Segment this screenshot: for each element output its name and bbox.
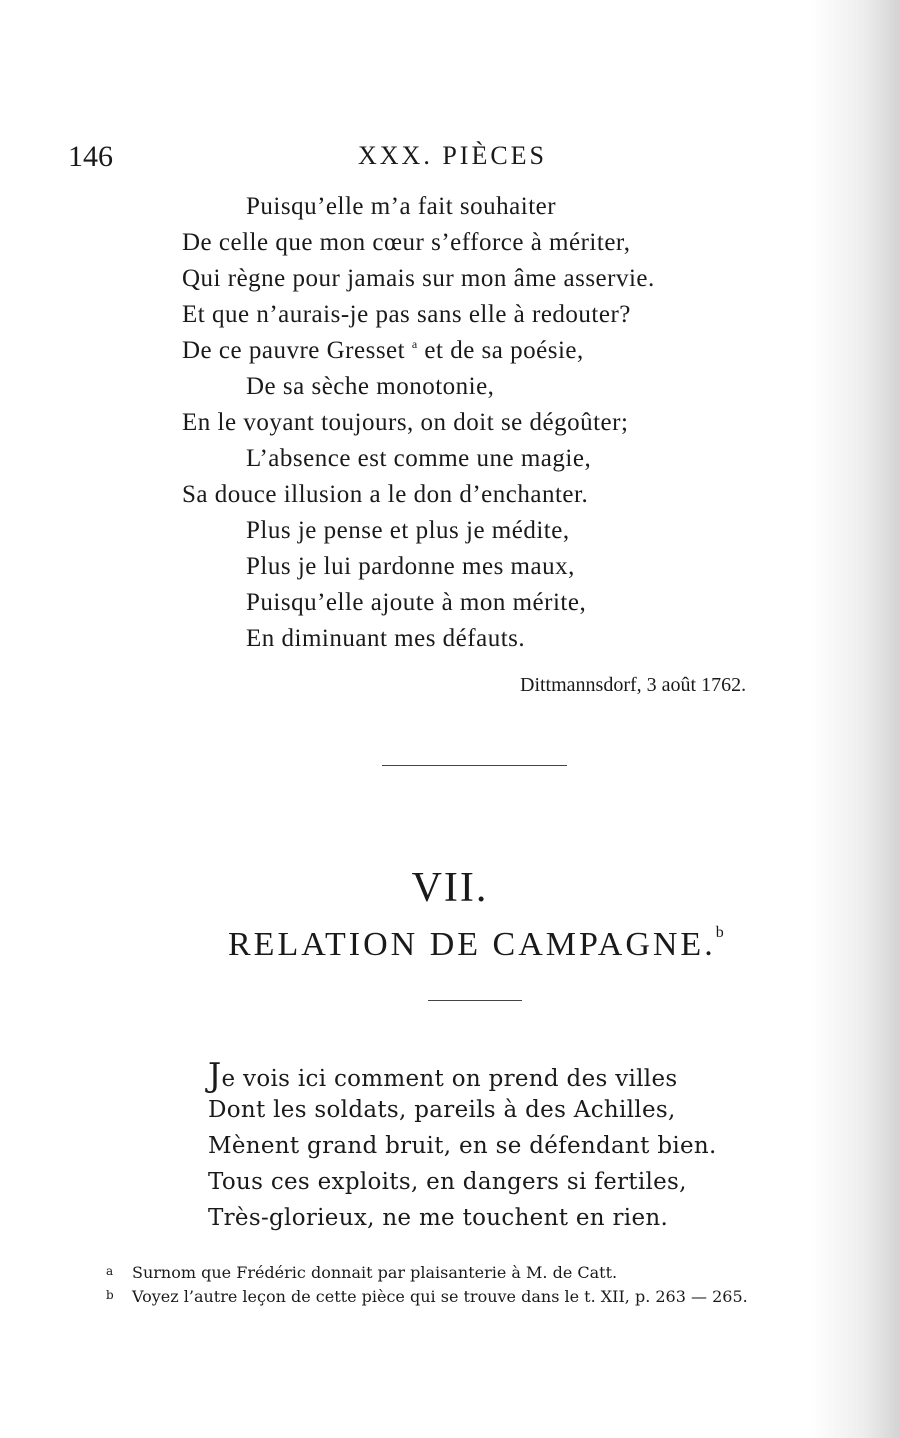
verse-line: Tous ces exploits, en dangers si fertiles, (208, 1169, 687, 1195)
footnote-mark: b (106, 1288, 114, 1302)
verse-line-gresset (182, 337, 584, 365)
verse-line: Puisqu’elle ajoute à mon mérite, (246, 589, 587, 616)
section-number: VII. (411, 865, 489, 911)
footnote-ref-b: b (715, 924, 724, 941)
verse-line: Plus je lui pardonne mes maux, (246, 553, 575, 580)
verse-text: e vois ici comment on prend des villes (221, 1066, 678, 1092)
section-title-text: RELATION DE CAMPAGNE. (228, 926, 716, 963)
title-divider (428, 1000, 522, 1001)
verse-line: Sa douce illusion a le don d’enchanter. (182, 481, 589, 508)
verse-text: et de sa poésie, (417, 337, 584, 364)
drop-cap: J (208, 1055, 222, 1094)
verse-line-first (208, 1055, 678, 1094)
footnote-text: Voyez l’autre leçon de cette pièce qui se trouve dans le t. XII, p. 263 — 265. (132, 1287, 748, 1306)
signature-place-date: Dittmannsdorf, 3 août 1762. (520, 674, 747, 696)
verse-line: Mènent grand bruit, en se défendant bien. (208, 1133, 717, 1159)
page-number: 146 (68, 140, 113, 173)
verse-line: Dont les soldats, pareils à des Achilles, (208, 1097, 676, 1123)
verse-line: Plus je pense et plus je médite, (246, 517, 570, 544)
footnote-text: Surnom que Frédéric donnait par plaisanterie à M. de Catt. (132, 1263, 618, 1282)
section-divider (382, 765, 567, 766)
verse-line: Et que n’aurais-je pas sans elle à redouter? (182, 301, 631, 328)
verse-line: De sa sèche monotonie, (246, 373, 495, 400)
verse-line: Puisqu’elle m’a fait souhaiter (246, 193, 557, 220)
footnote-a (106, 1263, 617, 1282)
section-title (228, 924, 724, 964)
page-edge-shadow (810, 0, 900, 1438)
verse-line: Qui règne pour jamais sur mon âme asservie. (182, 265, 655, 292)
verse-line: En le voyant toujours, on doit se dégoûter; (182, 409, 629, 436)
running-head: XXX. PIÈCES (358, 141, 548, 170)
verse-line: En diminuant mes défauts. (246, 625, 526, 652)
verse-line: Très-glorieux, ne me touchent en rien. (208, 1205, 669, 1231)
verse-text: De ce pauvre Gresset (182, 337, 406, 364)
footnote-mark: a (106, 1264, 114, 1278)
footnote-b (106, 1287, 748, 1306)
footnote-ref-a: a (411, 337, 418, 351)
verse-line: L’absence est comme une magie, (246, 445, 592, 472)
verse-line: De celle que mon cœur s’efforce à mériter, (182, 229, 631, 256)
